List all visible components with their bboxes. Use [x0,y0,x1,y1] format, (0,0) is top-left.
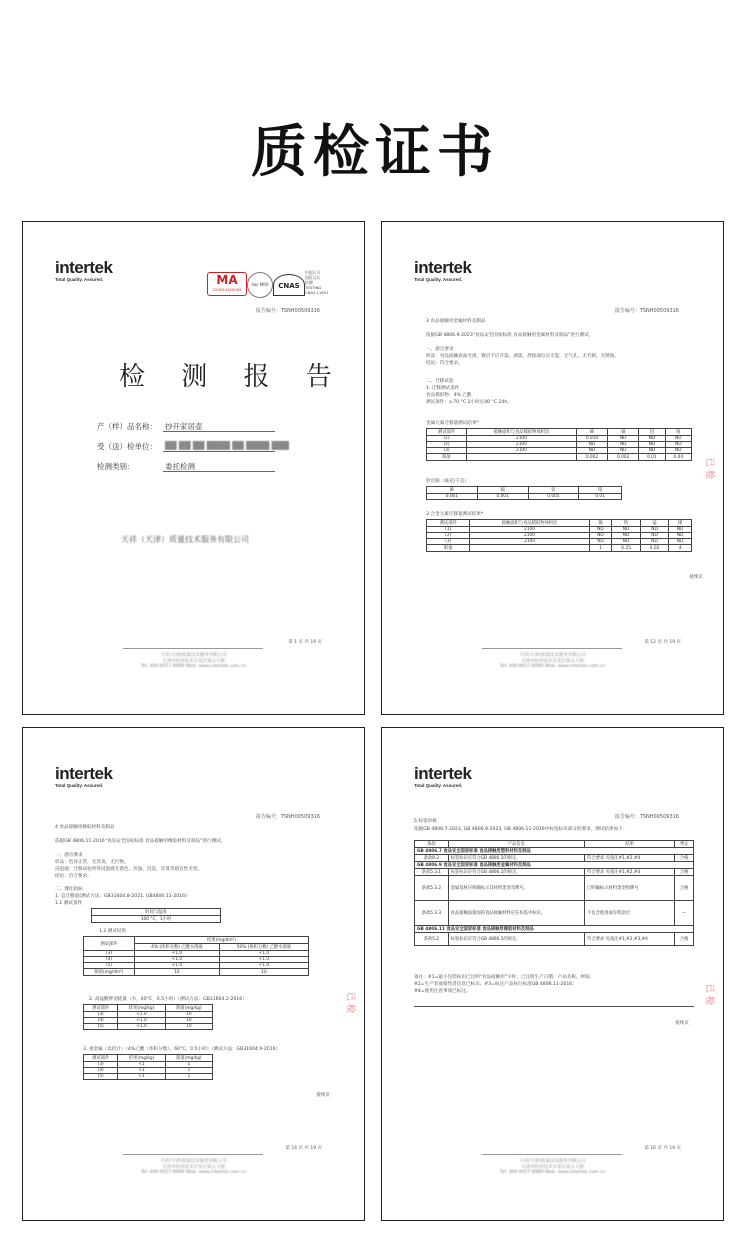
label-review-table: 条款 产品信息 结果 判定 GB 4806.7 食品安全国家标准 食品接触用塑料材料及制品 条款8.2 标签标识应符合GB 4806.1的规定。 符合要求 见备注#1,#2,#4 合格 GB 4806.9 食品安全国家标准 食品接触用金属材料及制品 条款5.3.1 标签标识应符合GB 4806.1的规定。 符合要求 见备注#1,#2,#4 合格 条款5.3.2 金属基材应明确标示其材料类型及牌号。 已明确标示材料类型和牌号 合格 条款5.3.3 食品接触面施加的食品接触材料应在标签中标识。 不包含使用或有机涂层 — GB 4806.11 食品安全国家标准 食品接触用橡胶材料及制品 条款5.2 标签标识应符合GB 4806.1的规定。 符合要求 见备注#1,#2,#3,#4 合格 [414,840,694,946]
table-row: (3) <1.0 10 [84,1012,213,1018]
alloy-migration-table: 测试部件 接触面积与食品模拟物体积比 镍 铁 锰 锑 (1) 2100 ND ND ND ND (2) 2100 ND ND ND ND (3) 2100 ND ND ND ND 限值 1 0.25 0.02 4 [426,519,692,552]
report-number: 报告编号：TSNH00509316 [614,814,679,820]
brand-name: intertek [414,258,472,277]
brand-tagline: Total Quality. Assured. [414,277,463,282]
footer-company: 天祥(天津)质量技术服务有限公司 [160,653,227,658]
metal-migration-table: 测试部件 接触面积与食品模拟物体积比 砷 镉 铅 铬 (1) 2100 0.010 ND ND ND (2) 2100 ND ND ND ND (3) 2100 ND ND ND ND 限值 0.002 0.002 0.01 0.04 [426,428,692,461]
table1-title: 金属元素迁移量测试结果* [426,421,479,426]
table-row: GB 4806.9 食品安全国家标准 食品接触用金属材料及制品 [415,862,694,869]
table-row: (5) <1 1 [84,1074,213,1080]
seal-stamp: 已 检 [344,991,355,1014]
page-title: 质检证书 [251,120,499,185]
table-row: (1) 2100 0.010 ND ND ND [427,436,692,442]
section-intro: 依据GB 4806.9-2023"食品安全国家标准 食品接触用金属材料及制品"进行测试。 [426,333,594,338]
report-page-rubber [22,727,365,1221]
table-row: 限值(mg/dm²) 10 10 [84,969,309,976]
sensory-requirements: 一、感官要求 样品：食品接触表面光滑，镀层不应开裂、剥落，焊接部位应无裂，无气孔，无毛刺，无锈蚀。 结论：符合要求。 [426,347,619,366]
total-migration-table: 测试部件 结果(mg/dm²) 4% (体积分数) 乙酸水溶液 50% (体积分数) 乙醇水溶液 (3) <1.0 <1.0 (4) <1.0 <1.0 (5) <1.0 <1.0 限值(mg/dm²) 10 10 [83,936,309,976]
footer-divider [482,648,622,649]
seal-stamp: 已 检 [703,983,714,1006]
footer-company: 天祥(天津)质量技术服务有限公司 [519,1159,586,1164]
report-number: 报告编号：TSNH00509316 [614,308,679,314]
permanganate-title: 2. 高锰酸钾消耗量（水，60°C，0.5小时）（测试方法：GB31604.2-2016） [89,997,247,1002]
seal-stamp: 已 检 [703,457,714,480]
field-label-client: 受（送）检单位： [97,442,157,451]
intertek-logo [414,764,471,788]
detection-limit-table: 砷 镉 铅 铬 0.001 0.001 0.005 0.01 [426,486,622,500]
footer-divider [482,1154,622,1155]
intertek-logo [414,258,471,282]
section-intro: 依据GB 4806.11-2016"食品安全国家标准 食品接触用橡胶材料及制品"进行测试。 [55,839,226,844]
field-value-product: 抄开家居壶 [165,422,203,431]
report-number: 报告编号：TSNH00509316 [255,308,320,314]
field-underline [163,431,275,432]
footer-address: 天津市经济技术开发区第五大街 [521,1165,584,1170]
table-row: (4) <1.0 10 [84,1018,213,1024]
footer-address: 天津市经济技术开发区第五大街 [521,659,584,664]
brand-tagline: Total Quality. Assured. [414,783,463,788]
footer-contact: Tel: 400-6017-8989 Web: www.intertek.com.cn [140,1170,247,1175]
notes: 备注：#1=最小包装标识已注明"食品接触用"字样；已注明生产日期，产品名称、材质； #2=生产者或销售者信息已标识；#3=标注产品执行标准GB 4806.11-2016； #4=使用注意事项已标注。 [414,975,595,994]
brand-name: intertek [55,258,113,277]
footer-contact: Tel: 400-6017-8989 Web: www.intertek.com.cn [140,664,247,669]
permanganate-table: 测试部件 结果(mg/kg) 限值(mg/kg) (3) <1.0 10 (4) <1.0 10 (5) <1.0 10 [83,1004,213,1030]
migration-conditions: 二、迁移试验 1. 迁移测试条件 食品模拟物：4% 乙酸 测试条件：a 70 °C 2小时后40 °C 24h。 [426,379,512,405]
report-page-cover [22,221,365,715]
table-row: (2) 2100 ND ND ND ND [427,442,692,448]
table-row: (2) 2100 ND ND ND ND [427,533,692,539]
section-divider [414,1006,694,1007]
brand-name: intertek [55,764,113,783]
footer-company: 天祥(天津)质量技术服务有限公司 [160,1159,227,1164]
footer-divider [123,648,263,649]
table-row: 条款8.2 标签标识应符合GB 4806.1的规定。 符合要求 见备注#1,#2,#4 合格 [415,855,694,862]
table-row: 条款5.3.2 金属基材应明确标示其材料类型及牌号。 已明确标示材料类型和牌号 合格 [415,876,694,901]
sensory-requirements: 一、感官要求 样品：色泽正常，无异臭，无污物。 浸泡液：迁移试验所得浸泡液无着色、浑浊、沉淀，异臭等感官性劣变。 结论：符合要求。 [55,853,203,879]
table-row: (4) <1 1 [84,1068,213,1074]
table-row: (5) <1.0 10 [84,1024,213,1030]
table-row: (1) 2100 ND ND ND ND [427,527,692,533]
table2-title: 检出限（毫克/千克） [426,479,469,484]
footer-divider [123,1154,263,1155]
ilac-badge: ilac-MRA [247,272,273,298]
intertek-logo [55,258,112,282]
physchem-heading: 二、理化指标 1. 总迁移量(测试方法：GB31604.8-2021, GB4806.11-2016) 1.1 测试条件 [55,887,187,906]
continued-label: 接续页 [689,575,703,580]
field-label-category: 检测类别： [97,462,135,471]
field-underline [163,471,275,472]
table-row: 0.001 0.001 0.005 0.01 [427,494,622,500]
field-value-client: ██ ██ ██ ████ ██ ████ ███ [165,441,289,450]
section-heading: 4 食品接触用橡胶材料及制品 [55,825,115,830]
table-row: 限值 1 0.25 0.02 4 [427,545,692,552]
table-row: (4) <1.0 <1.0 [84,957,309,963]
results-subheading: 1.2 测试结果 [99,929,127,934]
brand-tagline: Total Quality. Assured. [55,277,104,282]
footer-contact: Tel: 400-6017-8989 Web: www.intertek.com.cn [499,664,606,669]
test-condition-table: 时间与温度 100 °C，1小时 [91,908,221,923]
field-underline [163,451,275,452]
report-page-metal [381,221,724,715]
footer-address: 天津市经济技术开发区第五大街 [162,659,225,664]
table-row: 限值 0.002 0.002 0.01 0.04 [427,454,692,461]
field-value-category: 委托检测 [165,462,195,471]
field-label-product: 产（样）品名称： [97,422,157,431]
table3-title: 3 合金元素迁移量测试结果* [426,512,484,517]
issuer-name: 天祥（天津）质量技术服务有限公司 [121,535,249,544]
brand-name: intertek [414,764,472,783]
ma-badge-label: MA [216,273,238,287]
table-row: (3) <1.0 <1.0 [84,951,309,957]
intertek-logo [55,764,112,788]
table-row: (5) <1.0 <1.0 [84,963,309,969]
section-heading: 3 食品接触用金属材料及制品 [426,319,486,324]
continued-label: 接续页 [675,1021,689,1026]
ma-badge [207,272,247,296]
footer-contact: Tel: 400-6017-8989 Web: www.intertek.com.cn [499,1170,606,1175]
ma-number: 220020340095 [212,287,242,292]
table-row: (3) <1 1 [84,1062,213,1068]
table-row: 条款5.3.3 食品接触面施加的食品接触材料应在标签中标识。 不包含使用或有机涂层 — [415,901,694,926]
table-row: GB 4806.11 食品安全国家标准 食品接触用橡胶材料及制品 [415,926,694,933]
table-row: 100 °C，1小时 [92,916,221,923]
page-number: 第 12 页 共 19 页 [644,640,681,645]
page-number: 第 16 页 共 19 页 [644,1146,681,1151]
section-heading: 5 标签审核 [414,819,437,824]
report-heading: 检 测 报 告 [119,362,346,392]
footer-address: 天津市经济技术开发区第五大街 [162,1165,225,1170]
section-intro: 依据GB 4806.7-2023, GB 4806.9-2023, GB 4806.11-2016中标签标识部分的要求，测试结果如下： [414,827,628,832]
table-row: (3) 2100 ND ND ND ND [427,539,692,545]
heavy-metal-title: 3. 重金属（以铅计）（4%乙酸（体积分数），60°C，0.5小时）（测试方法：GB31604.9-2016） [83,1047,281,1052]
cnas-text: 中国认可 国际互认 检测 TESTING CNAS L1651 [305,270,329,295]
page-number: 第 14 页 共 19 页 [285,1146,322,1151]
table-row: GB 4806.7 食品安全国家标准 食品接触用塑料材料及制品 [415,848,694,855]
page-number: 第 1 页 共 19 页 [288,640,322,645]
report-number: 报告编号：TSNH00509316 [255,814,320,820]
cnas-badge: CNAS [273,274,305,296]
footer-company: 天祥(天津)质量技术服务有限公司 [519,653,586,658]
report-page-label [381,727,724,1221]
table-row: 条款5.3.1 标签标识应符合GB 4806.1的规定。 符合要求 见备注#1,#2,#4 合格 [415,869,694,876]
brand-tagline: Total Quality. Assured. [55,783,104,788]
continued-label: 接续页 [316,1093,330,1098]
table-row: (3) 2100 ND ND ND ND [427,448,692,454]
heavy-metal-table: 测试部件 结果(mg/kg) 限值(mg/kg) (3) <1 1 (4) <1 1 (5) <1 1 [83,1054,213,1080]
table-row: 条款5.2 标签标识应符合GB 4806.1的规定。 符合要求 见备注#1,#2,#3,#4 合格 [415,933,694,946]
